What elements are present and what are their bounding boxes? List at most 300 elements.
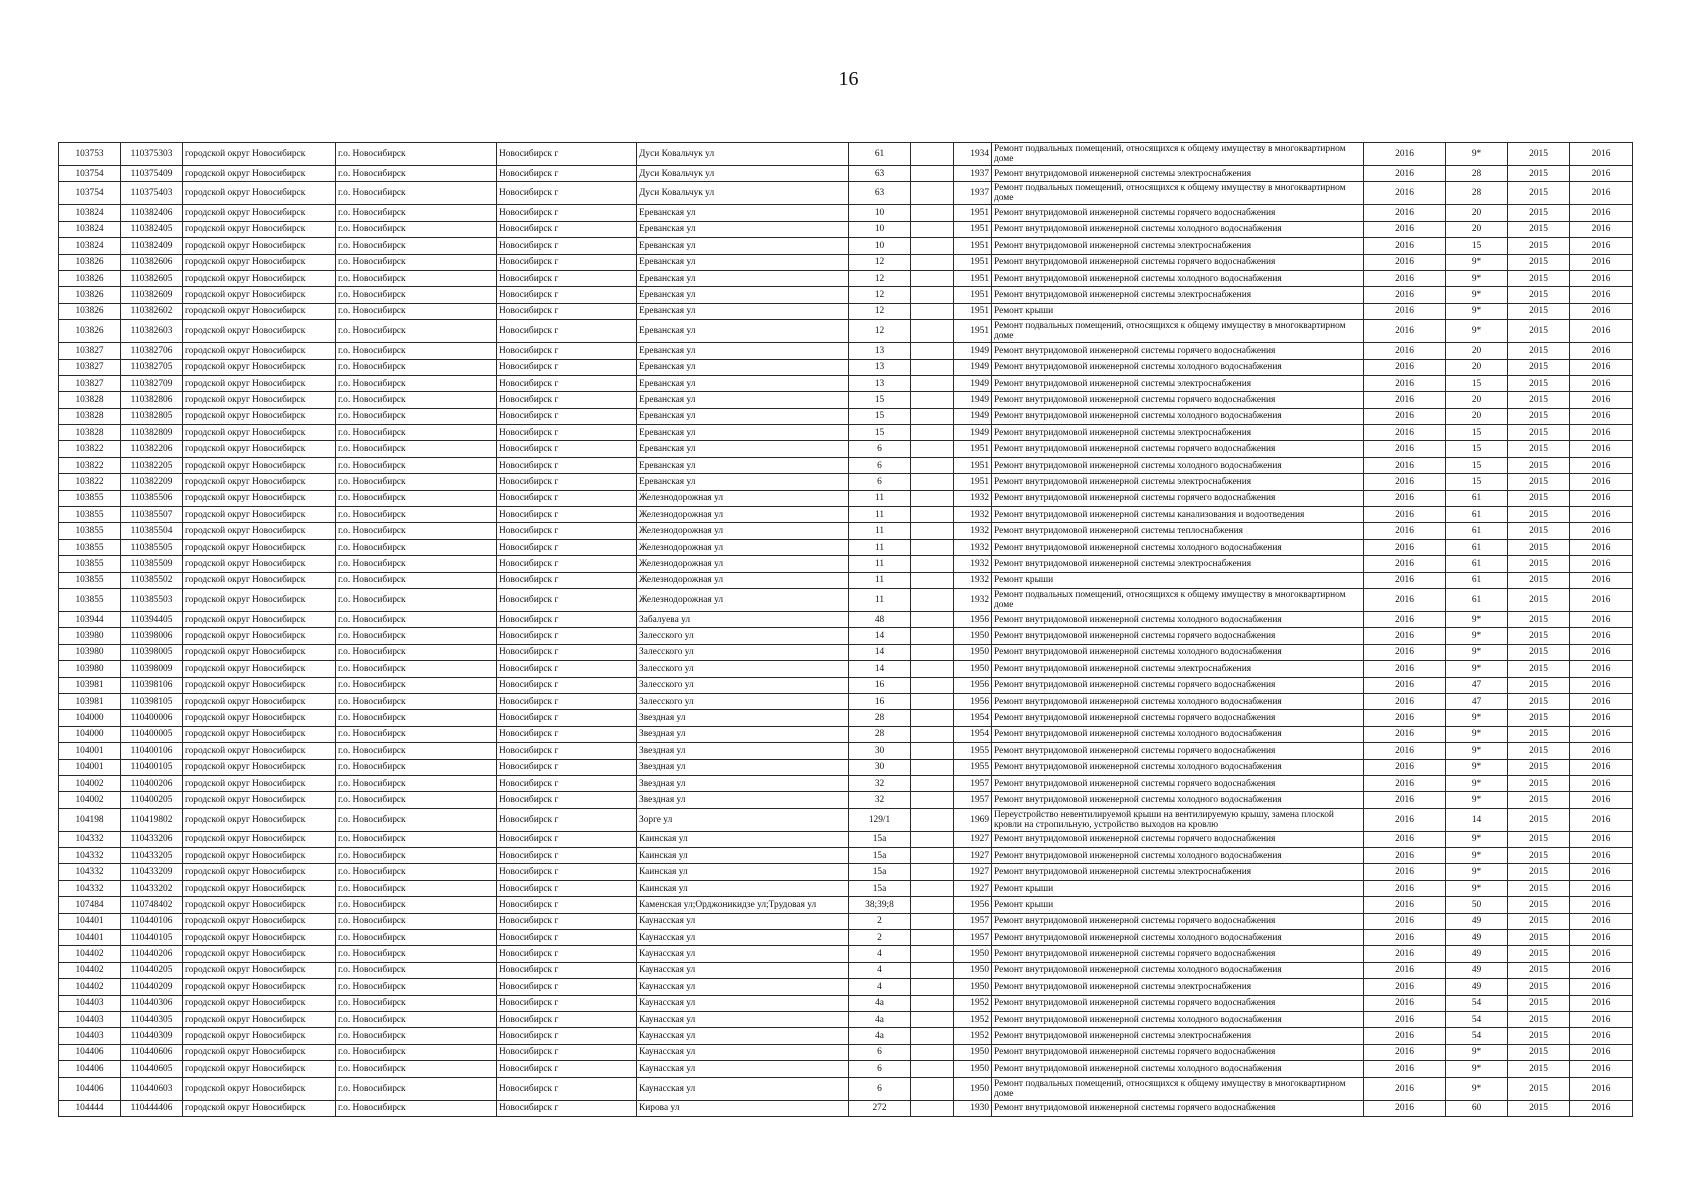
cell-work-id: 110382602 xyxy=(121,303,183,319)
cell-year-from: 2015 xyxy=(1508,979,1570,995)
cell-work-id: 110382205 xyxy=(121,457,183,473)
cell-work-type: Ремонт подвальных помещений, относящихся к общему имуществу в многоквартирном доме xyxy=(992,320,1364,343)
cell-district: г.о. Новосибирск xyxy=(336,962,497,978)
cell-work-id: 110398105 xyxy=(121,693,183,709)
cell-municipality: городской округ Новосибирск xyxy=(183,287,336,303)
cell-year-to: 2016 xyxy=(1570,677,1633,693)
cell-house-number: 4а xyxy=(849,1028,911,1044)
cell-work-id: 110433206 xyxy=(121,831,183,847)
cell-district: г.о. Новосибирск xyxy=(336,792,497,808)
cell-building xyxy=(911,270,954,286)
cell-work-type: Ремонт внутридомовой инженерной системы горячего водоснабжения xyxy=(992,392,1364,408)
table-row xyxy=(59,343,1633,359)
cell-house-id: 104001 xyxy=(59,743,121,759)
cell-plan-year: 2016 xyxy=(1364,693,1446,709)
cell-city: Новосибирск г xyxy=(497,1077,637,1100)
cell-house-number: 4 xyxy=(849,946,911,962)
cell-year-to: 2016 xyxy=(1570,864,1633,880)
cell-work-type: Ремонт внутридомовой инженерной системы холодного водоснабжения xyxy=(992,408,1364,424)
table-row xyxy=(59,759,1633,775)
cell-house-number: 11 xyxy=(849,523,911,539)
cell-district: г.о. Новосибирск xyxy=(336,726,497,742)
cell-year-from: 2015 xyxy=(1508,693,1570,709)
cell-work-id: 110382606 xyxy=(121,254,183,270)
cell-work-type: Ремонт внутридомовой инженерной системы холодного водоснабжения xyxy=(992,848,1364,864)
cell-work-type: Ремонт подвальных помещений, относящихся к общему имуществу в многоквартирном доме xyxy=(992,1077,1364,1100)
cell-remark: 49 xyxy=(1446,946,1508,962)
cell-year-to: 2016 xyxy=(1570,1011,1633,1027)
cell-municipality: городской округ Новосибирск xyxy=(183,588,336,611)
cell-district: г.о. Новосибирск xyxy=(336,880,497,896)
cell-house-id: 103855 xyxy=(59,490,121,506)
cell-year-built: 1951 xyxy=(954,270,992,286)
cell-building xyxy=(911,166,954,182)
cell-street: Ереванская ул xyxy=(637,425,849,441)
cell-remark: 9* xyxy=(1446,644,1508,660)
cell-street: Залесского ул xyxy=(637,628,849,644)
cell-municipality: городской округ Новосибирск xyxy=(183,572,336,588)
cell-house-number: 6 xyxy=(849,1044,911,1060)
cell-year-to: 2016 xyxy=(1570,343,1633,359)
cell-year-from: 2015 xyxy=(1508,539,1570,555)
cell-house-id: 104002 xyxy=(59,792,121,808)
cell-plan-year: 2016 xyxy=(1364,254,1446,270)
cell-work-id: 110385507 xyxy=(121,507,183,523)
cell-plan-year: 2016 xyxy=(1364,166,1446,182)
cell-city: Новосибирск г xyxy=(497,539,637,555)
cell-year-to: 2016 xyxy=(1570,880,1633,896)
cell-year-built: 1954 xyxy=(954,726,992,742)
cell-building xyxy=(911,962,954,978)
cell-street: Звездная ул xyxy=(637,743,849,759)
cell-year-to: 2016 xyxy=(1570,848,1633,864)
cell-work-id: 110382406 xyxy=(121,205,183,221)
cell-city: Новосибирск г xyxy=(497,588,637,611)
cell-building xyxy=(911,143,954,166)
cell-plan-year: 2016 xyxy=(1364,474,1446,490)
cell-house-id: 103753 xyxy=(59,143,121,166)
cell-city: Новосибирск г xyxy=(497,995,637,1011)
cell-street: Ереванская ул xyxy=(637,254,849,270)
table-row xyxy=(59,303,1633,319)
cell-district: г.о. Новосибирск xyxy=(336,556,497,572)
cell-year-from: 2015 xyxy=(1508,848,1570,864)
cell-building xyxy=(911,425,954,441)
cell-street: Залесского ул xyxy=(637,644,849,660)
cell-municipality: городской округ Новосибирск xyxy=(183,474,336,490)
table-row xyxy=(59,588,1633,611)
cell-plan-year: 2016 xyxy=(1364,556,1446,572)
cell-district: г.о. Новосибирск xyxy=(336,775,497,791)
cell-year-from: 2015 xyxy=(1508,946,1570,962)
cell-remark: 9* xyxy=(1446,792,1508,808)
cell-municipality: городской округ Новосибирск xyxy=(183,392,336,408)
cell-house-number: 11 xyxy=(849,539,911,555)
cell-work-type: Ремонт внутридомовой инженерной системы горячего водоснабжения xyxy=(992,743,1364,759)
cell-street: Ереванская ул xyxy=(637,320,849,343)
cell-year-from: 2015 xyxy=(1508,474,1570,490)
cell-municipality: городской округ Новосибирск xyxy=(183,710,336,726)
cell-house-id: 104332 xyxy=(59,831,121,847)
cell-municipality: городской округ Новосибирск xyxy=(183,880,336,896)
cell-year-from: 2015 xyxy=(1508,287,1570,303)
cell-house-number: 13 xyxy=(849,375,911,391)
cell-house-id: 103980 xyxy=(59,628,121,644)
cell-house-id: 103855 xyxy=(59,588,121,611)
cell-year-from: 2015 xyxy=(1508,913,1570,929)
cell-year-to: 2016 xyxy=(1570,743,1633,759)
cell-year-from: 2015 xyxy=(1508,441,1570,457)
cell-house-number: 14 xyxy=(849,628,911,644)
cell-work-type: Ремонт внутридомовой инженерной системы горячего водоснабжения xyxy=(992,1100,1364,1116)
cell-year-from: 2015 xyxy=(1508,792,1570,808)
cell-house-number: 12 xyxy=(849,303,911,319)
cell-year-from: 2015 xyxy=(1508,166,1570,182)
cell-district: г.о. Новосибирск xyxy=(336,1077,497,1100)
cell-year-to: 2016 xyxy=(1570,166,1633,182)
cell-year-built: 1927 xyxy=(954,880,992,896)
cell-year-built: 1932 xyxy=(954,539,992,555)
cell-plan-year: 2016 xyxy=(1364,897,1446,913)
cell-house-number: 2 xyxy=(849,930,911,946)
cell-building xyxy=(911,320,954,343)
cell-district: г.о. Новосибирск xyxy=(336,1044,497,1060)
cell-year-to: 2016 xyxy=(1570,143,1633,166)
cell-plan-year: 2016 xyxy=(1364,270,1446,286)
cell-street: Каунасская ул xyxy=(637,962,849,978)
cell-work-id: 110433205 xyxy=(121,848,183,864)
cell-year-from: 2015 xyxy=(1508,962,1570,978)
cell-plan-year: 2016 xyxy=(1364,1028,1446,1044)
cell-year-from: 2015 xyxy=(1508,588,1570,611)
cell-municipality: городской округ Новосибирск xyxy=(183,490,336,506)
table-row xyxy=(59,572,1633,588)
cell-street: Каунасская ул xyxy=(637,1028,849,1044)
cell-plan-year: 2016 xyxy=(1364,1100,1446,1116)
cell-year-from: 2015 xyxy=(1508,572,1570,588)
cell-city: Новосибирск г xyxy=(497,726,637,742)
page-number: 16 xyxy=(838,68,859,90)
cell-municipality: городской округ Новосибирск xyxy=(183,205,336,221)
cell-year-built: 1950 xyxy=(954,946,992,962)
cell-city: Новосибирск г xyxy=(497,474,637,490)
cell-work-id: 110440106 xyxy=(121,913,183,929)
cell-plan-year: 2016 xyxy=(1364,221,1446,237)
cell-work-id: 110382605 xyxy=(121,270,183,286)
cell-remark: 9* xyxy=(1446,628,1508,644)
cell-work-type: Ремонт внутридомовой инженерной системы горячего водоснабжения xyxy=(992,1044,1364,1060)
cell-building xyxy=(911,1044,954,1060)
cell-year-built: 1949 xyxy=(954,359,992,375)
cell-municipality: городской округ Новосибирск xyxy=(183,864,336,880)
cell-plan-year: 2016 xyxy=(1364,962,1446,978)
cell-house-id: 103827 xyxy=(59,343,121,359)
cell-municipality: городской округ Новосибирск xyxy=(183,946,336,962)
cell-year-from: 2015 xyxy=(1508,143,1570,166)
cell-city: Новосибирск г xyxy=(497,848,637,864)
cell-plan-year: 2016 xyxy=(1364,1077,1446,1100)
cell-remark: 9* xyxy=(1446,864,1508,880)
cell-municipality: городской округ Новосибирск xyxy=(183,693,336,709)
table-row xyxy=(59,375,1633,391)
cell-remark: 9* xyxy=(1446,831,1508,847)
cell-building xyxy=(911,303,954,319)
table-row xyxy=(59,254,1633,270)
cell-work-type: Ремонт подвальных помещений, относящихся к общему имуществу в многоквартирном доме xyxy=(992,588,1364,611)
cell-house-id: 104401 xyxy=(59,913,121,929)
cell-year-to: 2016 xyxy=(1570,523,1633,539)
cell-remark: 20 xyxy=(1446,392,1508,408)
cell-work-id: 110440205 xyxy=(121,962,183,978)
cell-work-type: Ремонт внутридомовой инженерной системы электроснабжения xyxy=(992,556,1364,572)
cell-plan-year: 2016 xyxy=(1364,995,1446,1011)
cell-street: Звездная ул xyxy=(637,726,849,742)
cell-year-built: 1951 xyxy=(954,320,992,343)
cell-year-from: 2015 xyxy=(1508,270,1570,286)
cell-remark: 28 xyxy=(1446,166,1508,182)
table-row xyxy=(59,1044,1633,1060)
cell-municipality: городской округ Новосибирск xyxy=(183,1061,336,1077)
cell-house-id: 104406 xyxy=(59,1044,121,1060)
cell-year-built: 1951 xyxy=(954,254,992,270)
cell-year-built: 1956 xyxy=(954,693,992,709)
cell-work-id: 110440305 xyxy=(121,1011,183,1027)
cell-work-type: Ремонт внутридомовой инженерной системы холодного водоснабжения xyxy=(992,962,1364,978)
cell-house-id: 103855 xyxy=(59,539,121,555)
cell-house-id: 104198 xyxy=(59,808,121,831)
cell-district: г.о. Новосибирск xyxy=(336,644,497,660)
cell-year-to: 2016 xyxy=(1570,359,1633,375)
cell-district: г.о. Новосибирск xyxy=(336,897,497,913)
cell-building xyxy=(911,375,954,391)
cell-city: Новосибирск г xyxy=(497,270,637,286)
cell-year-to: 2016 xyxy=(1570,474,1633,490)
cell-year-built: 1932 xyxy=(954,588,992,611)
cell-district: г.о. Новосибирск xyxy=(336,995,497,1011)
cell-work-type: Ремонт подвальных помещений, относящихся к общему имуществу в многоквартирном доме xyxy=(992,143,1364,166)
cell-house-id: 103826 xyxy=(59,287,121,303)
cell-house-id: 104444 xyxy=(59,1100,121,1116)
cell-remark: 60 xyxy=(1446,1100,1508,1116)
cell-street: Каунасская ул xyxy=(637,1077,849,1100)
cell-year-to: 2016 xyxy=(1570,375,1633,391)
cell-house-id: 103824 xyxy=(59,238,121,254)
cell-year-from: 2015 xyxy=(1508,880,1570,896)
cell-house-number: 15а xyxy=(849,831,911,847)
cell-building xyxy=(911,490,954,506)
cell-year-from: 2015 xyxy=(1508,205,1570,221)
cell-year-to: 2016 xyxy=(1570,930,1633,946)
cell-city: Новосибирск г xyxy=(497,254,637,270)
cell-work-type: Ремонт внутридомовой инженерной системы горячего водоснабжения xyxy=(992,775,1364,791)
cell-street: Залесского ул xyxy=(637,693,849,709)
table-row xyxy=(59,693,1633,709)
cell-year-to: 2016 xyxy=(1570,726,1633,742)
cell-work-id: 110400106 xyxy=(121,743,183,759)
cell-year-to: 2016 xyxy=(1570,979,1633,995)
cell-building xyxy=(911,979,954,995)
table-row xyxy=(59,677,1633,693)
cell-house-id: 104403 xyxy=(59,1011,121,1027)
cell-building xyxy=(911,913,954,929)
cell-building xyxy=(911,1100,954,1116)
cell-municipality: городской округ Новосибирск xyxy=(183,320,336,343)
cell-municipality: городской округ Новосибирск xyxy=(183,441,336,457)
cell-year-built: 1932 xyxy=(954,490,992,506)
cell-street: Каунасская ул xyxy=(637,1044,849,1060)
cell-city: Новосибирск г xyxy=(497,979,637,995)
cell-house-number: 10 xyxy=(849,221,911,237)
cell-work-type: Ремонт внутридомовой инженерной системы горячего водоснабжения xyxy=(992,831,1364,847)
cell-year-built: 1950 xyxy=(954,628,992,644)
cell-municipality: городской округ Новосибирск xyxy=(183,644,336,660)
cell-year-built: 1950 xyxy=(954,1061,992,1077)
table-row xyxy=(59,897,1633,913)
cell-district: г.о. Новосибирск xyxy=(336,572,497,588)
cell-city: Новосибирск г xyxy=(497,775,637,791)
cell-city: Новосибирск г xyxy=(497,359,637,375)
cell-year-from: 2015 xyxy=(1508,254,1570,270)
cell-city: Новосибирск г xyxy=(497,644,637,660)
cell-house-id: 104403 xyxy=(59,1028,121,1044)
cell-street: Звездная ул xyxy=(637,710,849,726)
cell-work-type: Ремонт внутридомовой инженерной системы горячего водоснабжения xyxy=(992,628,1364,644)
cell-remark: 49 xyxy=(1446,913,1508,929)
cell-building xyxy=(911,523,954,539)
cell-building xyxy=(911,644,954,660)
cell-municipality: городской округ Новосибирск xyxy=(183,182,336,205)
cell-building xyxy=(911,457,954,473)
cell-street: Залесского ул xyxy=(637,677,849,693)
cell-municipality: городской округ Новосибирск xyxy=(183,1044,336,1060)
cell-work-id: 110400206 xyxy=(121,775,183,791)
cell-remark: 14 xyxy=(1446,808,1508,831)
cell-plan-year: 2016 xyxy=(1364,1044,1446,1060)
cell-municipality: городской округ Новосибирск xyxy=(183,611,336,627)
cell-work-id: 110440309 xyxy=(121,1028,183,1044)
cell-house-id: 103828 xyxy=(59,392,121,408)
cell-district: г.о. Новосибирск xyxy=(336,375,497,391)
cell-street: Каинская ул xyxy=(637,831,849,847)
cell-work-type: Ремонт внутридомовой инженерной системы холодного водоснабжения xyxy=(992,726,1364,742)
cell-district: г.о. Новосибирск xyxy=(336,287,497,303)
cell-house-number: 63 xyxy=(849,166,911,182)
table-row xyxy=(59,792,1633,808)
cell-work-id: 110382706 xyxy=(121,343,183,359)
cell-work-type: Ремонт внутридомовой инженерной системы электроснабжения xyxy=(992,375,1364,391)
cell-house-id: 103822 xyxy=(59,474,121,490)
table-row xyxy=(59,441,1633,457)
cell-building xyxy=(911,995,954,1011)
cell-municipality: городской округ Новосибирск xyxy=(183,221,336,237)
cell-year-to: 2016 xyxy=(1570,1077,1633,1100)
cell-year-to: 2016 xyxy=(1570,254,1633,270)
cell-plan-year: 2016 xyxy=(1364,726,1446,742)
cell-remark: 15 xyxy=(1446,425,1508,441)
cell-plan-year: 2016 xyxy=(1364,913,1446,929)
cell-district: г.о. Новосибирск xyxy=(336,864,497,880)
cell-city: Новосибирск г xyxy=(497,1061,637,1077)
cell-year-to: 2016 xyxy=(1570,490,1633,506)
cell-municipality: городской округ Новосибирск xyxy=(183,808,336,831)
cell-street: Ереванская ул xyxy=(637,359,849,375)
cell-year-to: 2016 xyxy=(1570,913,1633,929)
cell-plan-year: 2016 xyxy=(1364,375,1446,391)
cell-year-built: 1934 xyxy=(954,143,992,166)
cell-house-number: 38;39;8 xyxy=(849,897,911,913)
cell-district: г.о. Новосибирск xyxy=(336,320,497,343)
cell-street: Ереванская ул xyxy=(637,441,849,457)
cell-year-built: 1932 xyxy=(954,507,992,523)
cell-municipality: городской округ Новосибирск xyxy=(183,913,336,929)
cell-city: Новосибирск г xyxy=(497,611,637,627)
cell-work-type: Ремонт внутридомовой инженерной системы электроснабжения xyxy=(992,1028,1364,1044)
cell-house-id: 104332 xyxy=(59,864,121,880)
cell-street: Звездная ул xyxy=(637,792,849,808)
cell-house-id: 104000 xyxy=(59,726,121,742)
cell-work-id: 110382705 xyxy=(121,359,183,375)
cell-district: г.о. Новосибирск xyxy=(336,303,497,319)
cell-work-type: Ремонт крыши xyxy=(992,303,1364,319)
cell-house-id: 103855 xyxy=(59,507,121,523)
cell-plan-year: 2016 xyxy=(1364,588,1446,611)
cell-city: Новосибирск г xyxy=(497,1011,637,1027)
cell-district: г.о. Новосибирск xyxy=(336,270,497,286)
cell-year-to: 2016 xyxy=(1570,320,1633,343)
cell-city: Новосибирск г xyxy=(497,572,637,588)
cell-building xyxy=(911,808,954,831)
cell-house-id: 103827 xyxy=(59,375,121,391)
cell-building xyxy=(911,897,954,913)
cell-remark: 61 xyxy=(1446,490,1508,506)
cell-city: Новосибирск г xyxy=(497,166,637,182)
cell-year-to: 2016 xyxy=(1570,1028,1633,1044)
cell-building xyxy=(911,759,954,775)
cell-year-from: 2015 xyxy=(1508,523,1570,539)
table-row xyxy=(59,408,1633,424)
cell-house-number: 28 xyxy=(849,710,911,726)
cell-building xyxy=(911,677,954,693)
cell-municipality: городской округ Новосибирск xyxy=(183,270,336,286)
cell-district: г.о. Новосибирск xyxy=(336,831,497,847)
cell-district: г.о. Новосибирск xyxy=(336,848,497,864)
cell-district: г.о. Новосибирск xyxy=(336,1100,497,1116)
cell-year-built: 1950 xyxy=(954,1044,992,1060)
cell-district: г.о. Новосибирск xyxy=(336,490,497,506)
cell-district: г.о. Новосибирск xyxy=(336,710,497,726)
cell-district: г.о. Новосибирск xyxy=(336,539,497,555)
cell-remark: 9* xyxy=(1446,611,1508,627)
cell-house-id: 104406 xyxy=(59,1061,121,1077)
cell-municipality: городской округ Новосибирск xyxy=(183,343,336,359)
cell-district: г.о. Новосибирск xyxy=(336,979,497,995)
cell-building xyxy=(911,930,954,946)
cell-work-id: 110440603 xyxy=(121,1077,183,1100)
cell-street: Каунасская ул xyxy=(637,913,849,929)
table-row xyxy=(59,1028,1633,1044)
cell-street: Ереванская ул xyxy=(637,408,849,424)
table-row xyxy=(59,743,1633,759)
cell-year-from: 2015 xyxy=(1508,1077,1570,1100)
table-row xyxy=(59,848,1633,864)
cell-year-built: 1956 xyxy=(954,677,992,693)
cell-work-type: Ремонт внутридомовой инженерной системы холодного водоснабжения xyxy=(992,1061,1364,1077)
cell-work-id: 110385502 xyxy=(121,572,183,588)
cell-remark: 61 xyxy=(1446,572,1508,588)
cell-year-built: 1937 xyxy=(954,182,992,205)
cell-year-built: 1951 xyxy=(954,238,992,254)
cell-district: г.о. Новосибирск xyxy=(336,1028,497,1044)
